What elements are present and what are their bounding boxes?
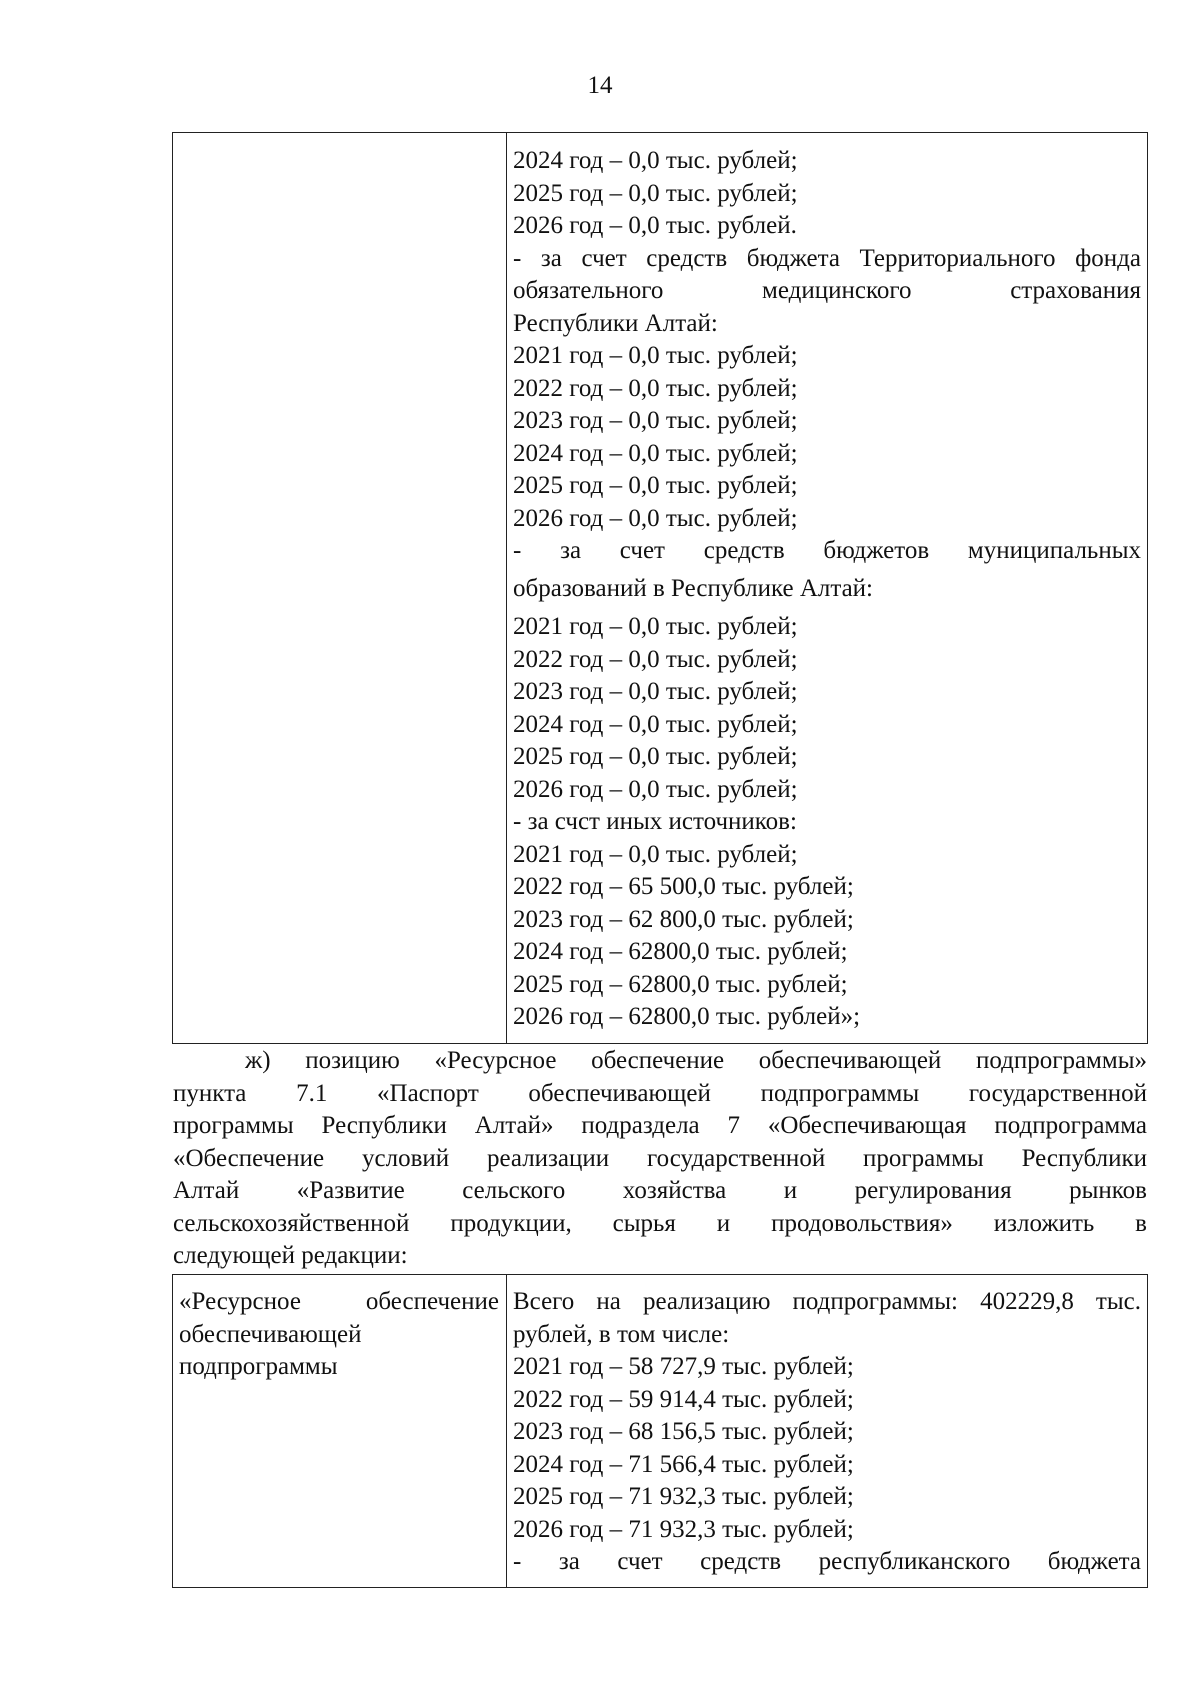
paragraph-line: программы Республики Алтай» подраздела 7 «Обеспечивающая подпрограмма xyxy=(173,1112,1147,1139)
funding-line: 2021 год – 0,0 тыс. рублей; xyxy=(513,840,798,868)
funding-source-heading: обязательного медицинского страхования xyxy=(513,277,1141,304)
table2-right-cell xyxy=(513,1286,1141,1579)
funding-line: 2024 год – 0,0 тыс. рублей; xyxy=(513,439,798,467)
paragraph-line: «Обеспечение условий реализации государственной программы Республики xyxy=(173,1144,1147,1172)
funding-line: 2024 год – 71 566,4 тыс. рублей; xyxy=(513,1450,854,1478)
column-divider xyxy=(506,133,507,1043)
funding-line: 2026 год – 0,0 тыс. рублей; xyxy=(513,504,798,532)
funding-line: 2024 год – 0,0 тыс. рублей; xyxy=(513,710,798,738)
position-label: «Ресурсное обеспечение xyxy=(179,1288,499,1315)
funding-line: 2024 год – 0,0 тыс. рублей; xyxy=(513,147,798,174)
paragraph-line: пункта 7.1 «Паспорт обеспечивающей подпрограммы государственной xyxy=(173,1079,1147,1107)
table2-left-cell xyxy=(179,1286,499,1384)
funding-line: 2025 год – 0,0 тыс. рублей; xyxy=(513,472,798,499)
funding-line: 2025 год – 71 932,3 тыс. рублей; xyxy=(513,1483,854,1510)
table1-right-cell xyxy=(513,145,1141,1034)
funding-line: 2022 год – 0,0 тыс. рублей; xyxy=(513,645,798,673)
funding-line: 2025 год – 62800,0 тыс. рублей; xyxy=(513,970,848,998)
funding-line: 2023 год – 68 156,5 тыс. рублей; xyxy=(513,1418,854,1445)
funding-line: 2023 год – 62 800,0 тыс. рублей; xyxy=(513,905,854,933)
funding-total: Всего на реализацию подпрограммы: 402229,8 тыс. xyxy=(513,1288,1141,1315)
funding-line: 2021 год – 0,0 тыс. рублей; xyxy=(513,342,798,369)
funding-source-heading: - за счет средств республиканского бюджета xyxy=(513,1548,1141,1575)
funding-line: 2026 год – 62800,0 тыс. рублей»; xyxy=(513,1003,861,1030)
funding-line: 2021 год – 58 727,9 тыс. рублей; xyxy=(513,1353,854,1380)
paragraph-line: ж) позицию «Ресурсное обеспечение обеспечивающей подпрограммы» xyxy=(245,1047,1147,1074)
funding-line: 2023 год – 0,0 тыс. рублей; xyxy=(513,407,798,434)
funding-total: рублей, в том числе: xyxy=(513,1320,730,1348)
funding-line: 2025 год – 0,0 тыс. рублей; xyxy=(513,179,798,207)
funding-line: 2026 год – 0,0 тыс. рублей; xyxy=(513,775,798,803)
funding-line: 2022 год – 59 914,4 тыс. рублей; xyxy=(513,1385,854,1413)
position-label: обеспечивающей xyxy=(179,1320,362,1348)
paragraph-line: сельскохозяйственной продукции, сырья и продовольствия» изложить в xyxy=(173,1209,1147,1237)
funding-line: 2021 год – 0,0 тыс. рублей; xyxy=(513,613,798,640)
funding-line: 2026 год – 0,0 тыс. рублей. xyxy=(513,212,797,239)
funding-source-heading: - за счет средств бюджета Территориального фонда xyxy=(513,244,1141,272)
funding-line: 2022 год – 65 500,0 тыс. рублей; xyxy=(513,873,854,900)
funding-line: 2024 год – 62800,0 тыс. рублей; xyxy=(513,938,848,965)
paragraph-line: Алтай «Развитие сельского хозяйства и регулирования рынков xyxy=(173,1177,1147,1204)
funding-line: 2026 год – 71 932,3 тыс. рублей; xyxy=(513,1515,854,1543)
amendment-paragraph xyxy=(173,1045,1147,1273)
funding-line: 2023 год – 0,0 тыс. рублей; xyxy=(513,678,798,705)
position-label: подпрограммы xyxy=(179,1353,338,1380)
column-divider xyxy=(506,1275,507,1587)
funding-source-heading: Республики Алтай: xyxy=(513,309,718,337)
funding-source-heading: - за счет средств бюджетов муниципальных xyxy=(513,537,1141,564)
funding-source-heading: образований в Республике Алтай: xyxy=(513,575,873,602)
funding-source-heading: - за счст иных источников: xyxy=(513,808,797,835)
funding-line: 2022 год – 0,0 тыс. рублей; xyxy=(513,374,798,402)
page-number: 14 xyxy=(587,72,613,99)
paragraph-line: следующей редакции: xyxy=(173,1242,408,1269)
funding-line: 2025 год – 0,0 тыс. рублей; xyxy=(513,743,798,770)
